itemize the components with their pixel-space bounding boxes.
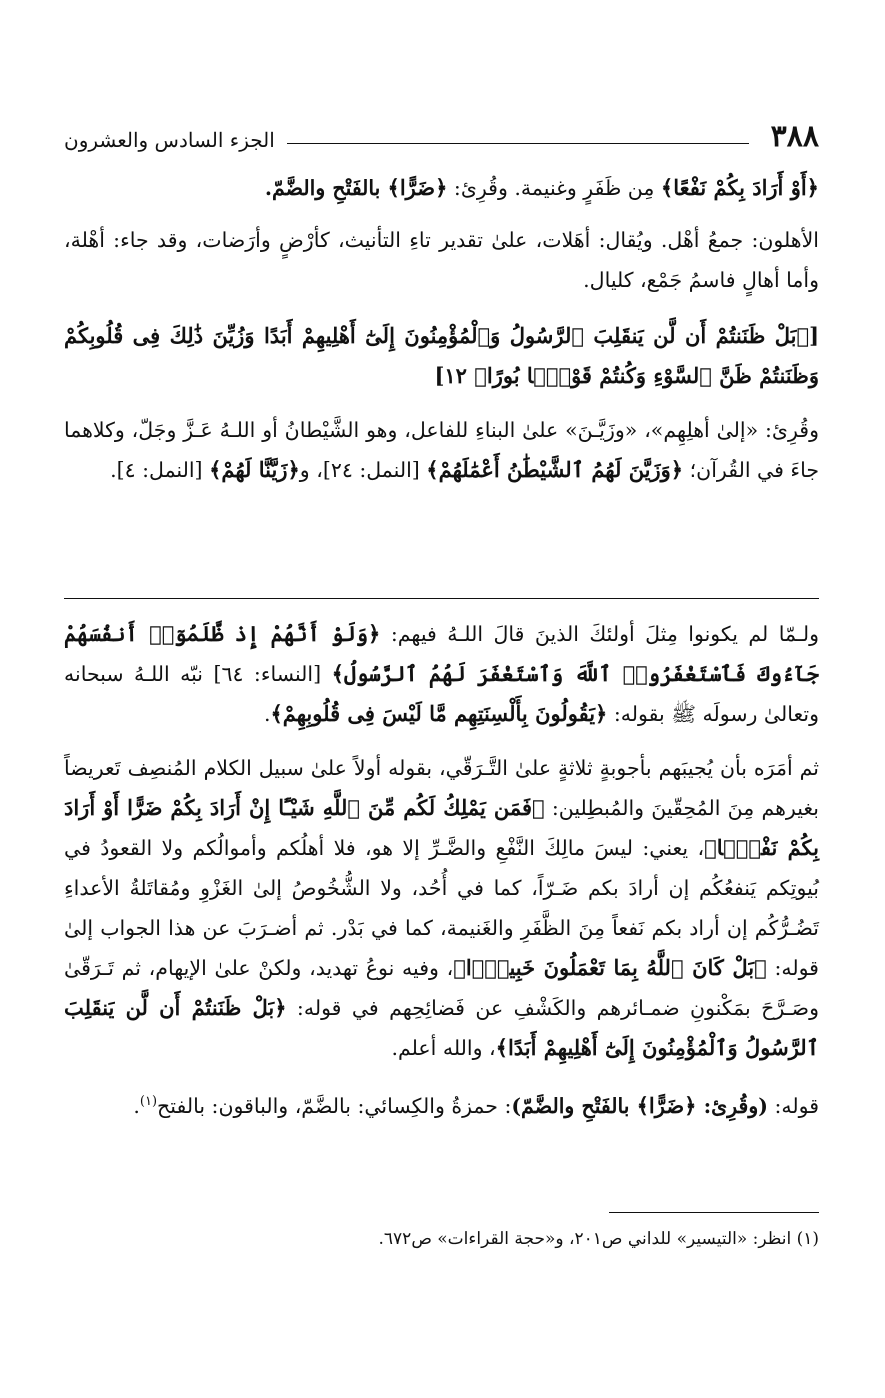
quran-quote: ﴿ضَرًّا﴾ <box>387 175 448 200</box>
paragraph <box>64 410 819 490</box>
quran-quote: ﴿فَمَن يَمْلِكُ لَكُم مِّنَ ٱللَّهِ شَيْـًٔا إِنْ أَرَادَ بِكُمْ ضَرًّا أَوْ أَرَادَ بِكُمْ نَفْعًۢا﴾ <box>64 795 819 860</box>
text-run: ، وفيه نوعُ تهديد، ولكنْ علىٰ الإيهام، ثم تَـرَقّىٰ وصَـرَّحَ بمَكْنونِ ضمـائرهم والكَشْفِ عن فَضائِحِهم في قوله: <box>64 956 819 1020</box>
text-run: . <box>263 702 271 726</box>
paragraph <box>64 748 819 1068</box>
footnote-divider <box>609 1212 819 1213</box>
paragraph <box>64 1082 819 1126</box>
quran-quote: ﴿زَيَّنَّا لَهُمْ﴾ <box>209 457 300 482</box>
bold-run: (وقُرِئ: <box>696 1093 768 1118</box>
quran-quote: ﴿وَلَوْ أَنَّهُمْ إِذ ظَّلَمُوٓا۟ أَنفُسَهُمْ جَآءُوكَ فَٱسْتَغْفَرُوا۟ ٱللَّهَ وَٱسْتَغْفَرَ لَهُمُ ٱلرَّسُولُ﴾ <box>64 621 819 686</box>
quran-quote: ﴿بَلْ ظَنَنتُمْ أَن لَّن يَنقَلِبَ ٱلرَّسُولُ وَٱلْمُؤْمِنُونَ إِلَىٰٓ أَهْلِيهِمْ أَبَدًا﴾ <box>64 995 819 1060</box>
page-number: ٣٨٨ <box>770 119 819 154</box>
paragraph <box>64 168 819 208</box>
text-run: ، والله أعلم. <box>391 1036 496 1060</box>
bold-run: بالفَتْحِ والضَّمّ. <box>264 176 388 200</box>
verse-block: [﴿بَلْ ظَنَنتُمْ أَن لَّن يَنقَلِبَ ٱلرَّسُولُ وَٱلْمُؤْمِنُونَ إِلَىٰٓ أَهْلِيهِمْ أَبَدًا وَزُيِّنَ ذَٰلِكَ فِى قُلُوبِكُمْ وَظَنَنتُمْ ظَنَّ ٱلسَّوْءِ وَكُنتُمْ قَوْمًۢا بُورًا﴾ ١٢] <box>64 323 819 388</box>
text-run: [النمل: ٢٤]، و <box>299 458 427 482</box>
paragraph: الأهلون: جمعُ أهْل. ويُقال: أهَلات، علىٰ تقدير تاءِ التأنيث، كأرْضٍ وأرَضات، وقد جاء: أهْلة، وأما أهالٍ فاسمُ جَمْع، كليال. <box>64 228 819 292</box>
commentary-text <box>64 614 819 1126</box>
header-rule <box>287 143 749 144</box>
text-run: : حمزةُ والكِسائي: بالضَّمّ، والباقون: بالفتح <box>157 1093 512 1118</box>
text-run: وقُرِئ: «إلىٰ أهلِهِم»، «وزَيَّـنَ» علىٰ البناءِ للفاعل، وهو الشَّيْطانُ أو اللـهُ عَـزَّ وجَلّ، وكلاهما جاءَ في القُرآن؛ <box>64 418 819 482</box>
running-title: الجزء السادس والعشرون <box>64 128 275 152</box>
quran-quote: ﴿أَوْ أَرَادَ بِكُمْ نَفْعًا﴾ <box>660 175 819 200</box>
section-divider <box>64 598 819 599</box>
paragraph <box>64 614 819 734</box>
text-run: [النساء: ٦٤] نبّه اللـهُ سبحانه وتعالىٰ رسولَه ﷺ بقوله: <box>64 662 819 726</box>
quran-quote: ﴿وَزَيَّنَ لَهُمُ ٱلشَّيْطَٰنُ أَعْمَٰلَهُمْ﴾ <box>426 457 684 482</box>
bold-run: بالفَتْحِ والضَّمّ) <box>511 1093 637 1118</box>
text-run: ثم أمَرَه بأن يُجيبَهم بأجوبةٍ ثلاثةٍ علىٰ التَّـرَقّي، بقوله أولاً علىٰ سبيل الكلام المُنصِف تَعريضاً بغيرهم مِنَ المُحِقّينَ والمُبطِلين: <box>64 756 819 820</box>
text-run: قوله: <box>767 1093 819 1118</box>
quran-quote: ﴿بَلْ كَانَ ٱللَّهُ بِمَا تَعْمَلُونَ خَبِيرًۢا﴾ <box>453 955 767 980</box>
footnote: (١) انظر: «التيسير» للداني ص٢٠١، و«حجة القراءات» ص٦٧٢. <box>378 1229 819 1249</box>
text-run: . <box>133 1093 140 1118</box>
text-run: ، يعني: ليسَ مالِكَ النَّفْعِ والضَّـرِّ إلا هو، فلا أهلُكم وأموالُكم ولا القعودُ في بُيوتِكم يَنفعُكُم إن أرادَ بكم ضَـرّاً، كما في أُحُد، ولا الشُّخُوصُ إلىٰ الغَزْوِ ومُقاتَلةُ الأعداءِ تَضُـرُّكُم إن أراد بكم نَفعاً مِنَ الظَّفَرِ والغَنيمة، كما في بَدْر. ثم أضـرَبَ عن هذا الجواب إلىٰ قوله: <box>64 836 819 980</box>
quran-quote: ﴿يَقُولُونَ بِأَلْسِنَتِهِم مَّا لَيْسَ فِى قُلُوبِهِمْ﴾ <box>270 701 608 726</box>
text-run: مِن ظَفَرٍ وغنيمة. وقُرِئ: <box>447 176 661 200</box>
text-run: ولـمّا لم يكونوا مِثلَ أولئكَ الذينَ قالَ اللـهُ فيهم: <box>380 622 819 646</box>
text-run: [النمل: ٤]. <box>110 458 210 482</box>
page-header <box>64 112 819 152</box>
quran-quote: ﴿ضَرًّا﴾ <box>636 1092 697 1118</box>
footnote-reference[interactable]: (١) <box>139 1094 158 1109</box>
tafsir-text <box>64 168 819 490</box>
